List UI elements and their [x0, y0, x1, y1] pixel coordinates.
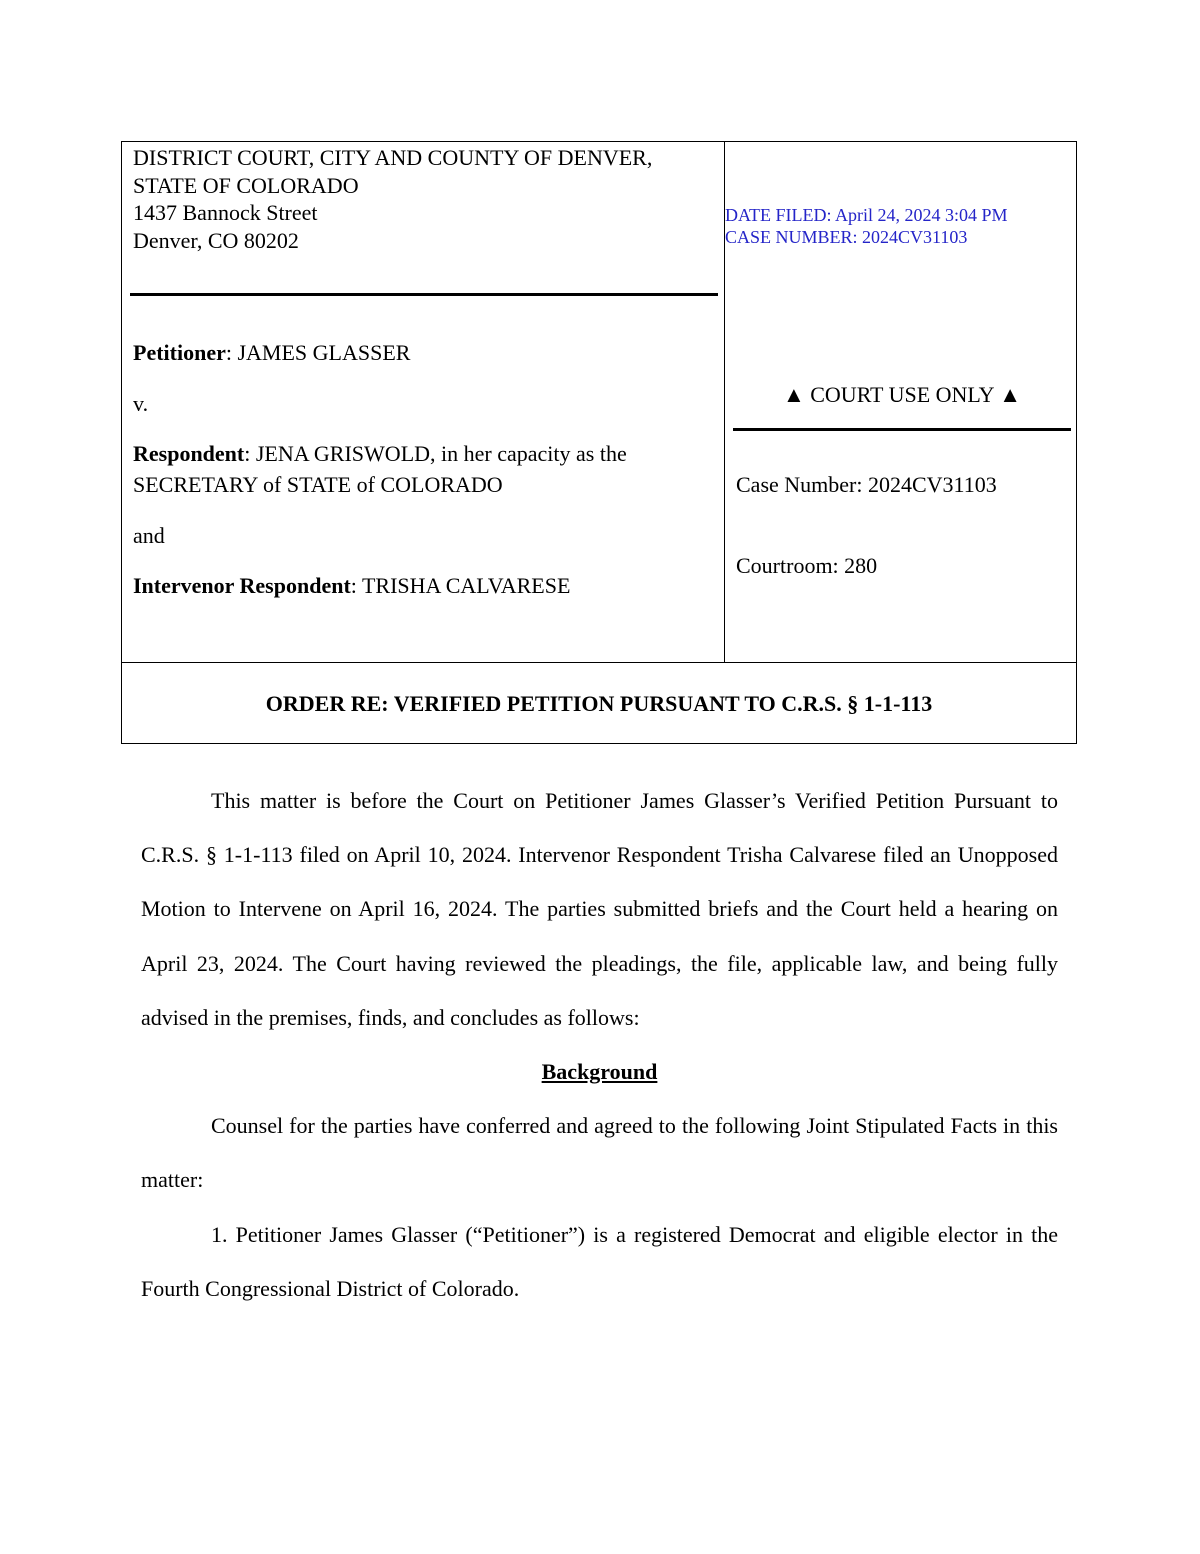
intro-paragraph: This matter is before the Court on Petitioner James Glasser’s Verified Petition Pursuant to C.R.S. § 1-1-113 filed on April 10, 2024. Intervenor Respondent Trisha Calvarese filed an Unopposed Motion to Intervene on April 16, 2024. The parties submitted briefs and the Court held a hearing on April 23, 2024. The Court having reviewed the pleadings, the file, applicable law, and being fully advised in the premises, finds, and concludes as follows: — [141, 788, 1058, 1030]
respondent-line — [133, 438, 627, 469]
caption-divider — [130, 293, 718, 296]
filed-stamp — [725, 204, 1008, 248]
background-heading: Background — [541, 1059, 658, 1085]
versus: v. — [133, 391, 149, 416]
petitioner-label: Petitioner — [133, 340, 226, 365]
respondent-label: Respondent — [133, 441, 245, 466]
respondent-name: : JENA GRISWOLD, in her capacity as the — [244, 441, 627, 466]
case-number: Case Number: 2024CV31103 — [736, 472, 997, 497]
caption-right-column — [725, 142, 1076, 662]
order-body — [141, 774, 1058, 1316]
court-name-line1: DISTRICT COURT, CITY AND COUNTY OF DENVER, — [133, 145, 653, 170]
order-title: ORDER RE: VERIFIED PETITION PURSUANT TO C.R.S. § 1-1-113 — [122, 662, 1076, 743]
court-use-only: ▲ COURT USE ONLY ▲ — [782, 382, 1022, 407]
intervenor-label: Intervenor Respondent — [133, 573, 351, 598]
stamp-case-number: CASE NUMBER: 2024CV31103 — [725, 227, 968, 247]
court-street: 1437 Bannock Street — [133, 200, 318, 225]
petitioner-line — [133, 337, 410, 368]
and-text: and — [133, 523, 165, 548]
fact-1: 1. Petitioner James Glasser (“Petitioner”) is a registered Democrat and eligible elector in the Fourth Congressional District of Colorado. — [141, 1221, 1058, 1301]
intervenor-line — [133, 570, 570, 601]
courtroom: Courtroom: 280 — [736, 553, 878, 578]
caption-table — [121, 141, 1077, 744]
date-filed: DATE FILED: April 24, 2024 3:04 PM — [725, 205, 1008, 225]
petitioner-name: : JAMES GLASSER — [225, 340, 411, 365]
court-address-block — [133, 144, 652, 254]
court-use-divider — [733, 428, 1071, 431]
caption-left-column — [122, 142, 725, 662]
court-name-line2: STATE OF COLORADO — [133, 172, 359, 198]
intervenor-name: : TRISHA CALVARESE — [350, 573, 571, 598]
background-paragraph: Counsel for the parties have conferred and agreed to the following Joint Stipulated Facts in this matter: — [141, 1113, 1058, 1193]
respondent-title: SECRETARY of STATE of COLORADO — [133, 472, 503, 497]
court-city: Denver, CO 80202 — [133, 227, 299, 253]
